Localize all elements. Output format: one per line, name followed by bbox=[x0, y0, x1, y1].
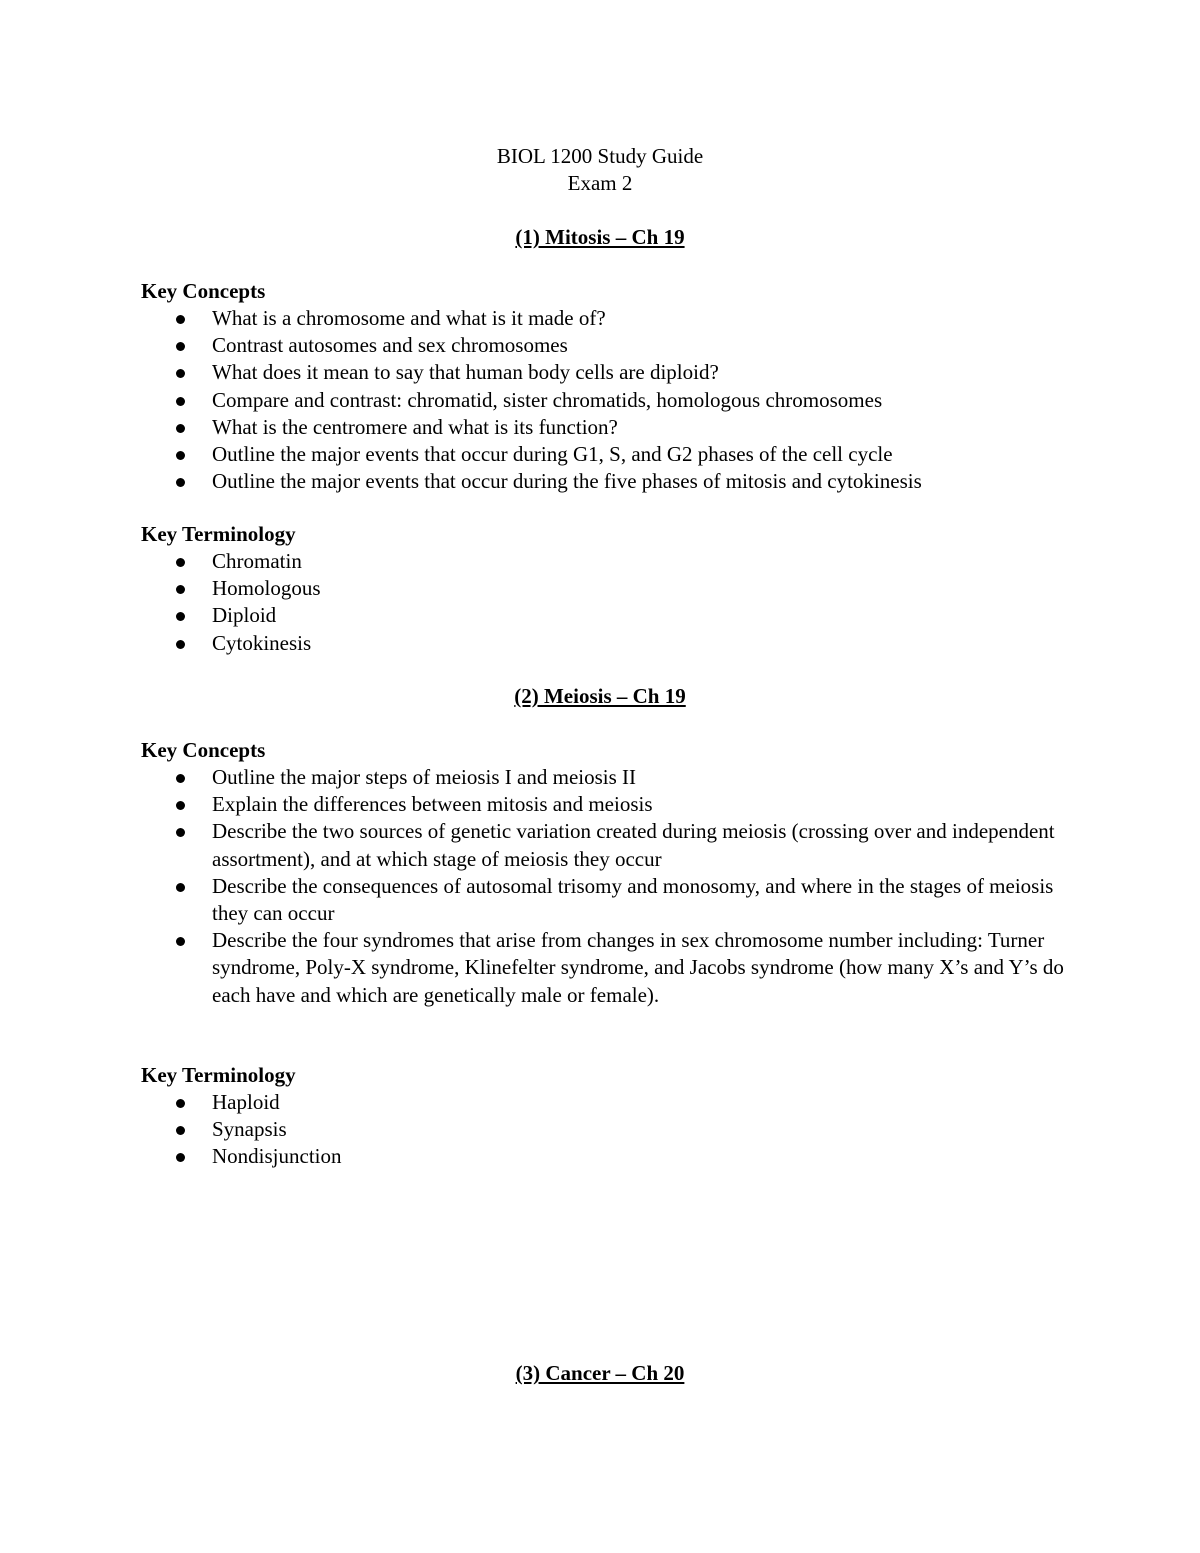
list-item: Nondisjunction bbox=[141, 1143, 1081, 1170]
meiosis-concepts-list bbox=[141, 764, 1081, 1009]
list-item: Synapsis bbox=[141, 1116, 1081, 1143]
bullet-icon bbox=[176, 1099, 185, 1108]
bullet-icon bbox=[176, 585, 185, 594]
bullet-icon bbox=[176, 937, 185, 946]
list-item: Haploid bbox=[141, 1089, 1081, 1116]
key-concepts-heading: Key Concepts bbox=[141, 279, 266, 303]
bullet-icon bbox=[176, 883, 185, 892]
list-item: What is a chromosome and what is it made of? bbox=[141, 305, 1081, 332]
key-terminology-heading: Key Terminology bbox=[141, 1063, 296, 1087]
list-item: What is the centromere and what is its function? bbox=[141, 414, 1081, 441]
list-item: Contrast autosomes and sex chromosomes bbox=[141, 332, 1081, 359]
mitosis-terminology-list bbox=[141, 548, 1081, 657]
list-item: Cytokinesis bbox=[141, 630, 1081, 657]
key-terminology-heading: Key Terminology bbox=[141, 522, 296, 546]
list-item: Describe the consequences of autosomal trisomy and monosomy, and where in the stages of meiosis they can occur bbox=[141, 873, 1081, 927]
bullet-icon bbox=[176, 342, 185, 351]
section-heading-meiosis: (2) Meiosis – Ch 19 bbox=[514, 684, 686, 708]
section-heading-cancer: (3) Cancer – Ch 20 bbox=[515, 1361, 685, 1385]
key-concepts-heading: Key Concepts bbox=[141, 738, 266, 762]
list-item: Outline the major events that occur during G1, S, and G2 phases of the cell cycle bbox=[141, 441, 1081, 468]
bullet-icon bbox=[176, 451, 185, 460]
bullet-icon bbox=[176, 612, 185, 621]
document-title: BIOL 1200 Study Guide bbox=[496, 144, 704, 168]
list-item: Describe the four syndromes that arise from changes in sex chromosome number including: Turner syndrome, Poly-X syndrome, Klinefelter syndrome, and Jacobs syndrome (how many X’s and Y’s do each have and which are genetically male or female). bbox=[141, 927, 1081, 1009]
bullet-icon bbox=[176, 1126, 185, 1135]
list-item: Compare and contrast: chromatid, sister chromatids, homologous chromosomes bbox=[141, 387, 1081, 414]
bullet-icon bbox=[176, 369, 185, 378]
list-item: Diploid bbox=[141, 602, 1081, 629]
list-item: Explain the differences between mitosis and meiosis bbox=[141, 791, 1081, 818]
list-item: What does it mean to say that human body cells are diploid? bbox=[141, 359, 1081, 386]
section-heading-mitosis: (1) Mitosis – Ch 19 bbox=[515, 225, 685, 249]
list-item: Homologous bbox=[141, 575, 1081, 602]
mitosis-concepts-list bbox=[141, 305, 1081, 495]
list-item: Describe the two sources of genetic variation created during meiosis (crossing over and independent assortment), and at which stage of meiosis they occur bbox=[141, 818, 1081, 872]
document-subtitle: Exam 2 bbox=[567, 171, 633, 195]
list-item: Outline the major events that occur during the five phases of mitosis and cytokinesis bbox=[141, 468, 1081, 495]
bullet-icon bbox=[176, 1153, 185, 1162]
bullet-icon bbox=[176, 801, 185, 810]
list-item: Outline the major steps of meiosis I and meiosis II bbox=[141, 764, 1081, 791]
list-item: Chromatin bbox=[141, 548, 1081, 575]
bullet-icon bbox=[176, 828, 185, 837]
bullet-icon bbox=[176, 640, 185, 649]
bullet-icon bbox=[176, 558, 185, 567]
meiosis-terminology-list bbox=[141, 1089, 1081, 1171]
bullet-icon bbox=[176, 397, 185, 406]
bullet-icon bbox=[176, 424, 185, 433]
bullet-icon bbox=[176, 774, 185, 783]
bullet-icon bbox=[176, 315, 185, 324]
bullet-icon bbox=[176, 478, 185, 487]
